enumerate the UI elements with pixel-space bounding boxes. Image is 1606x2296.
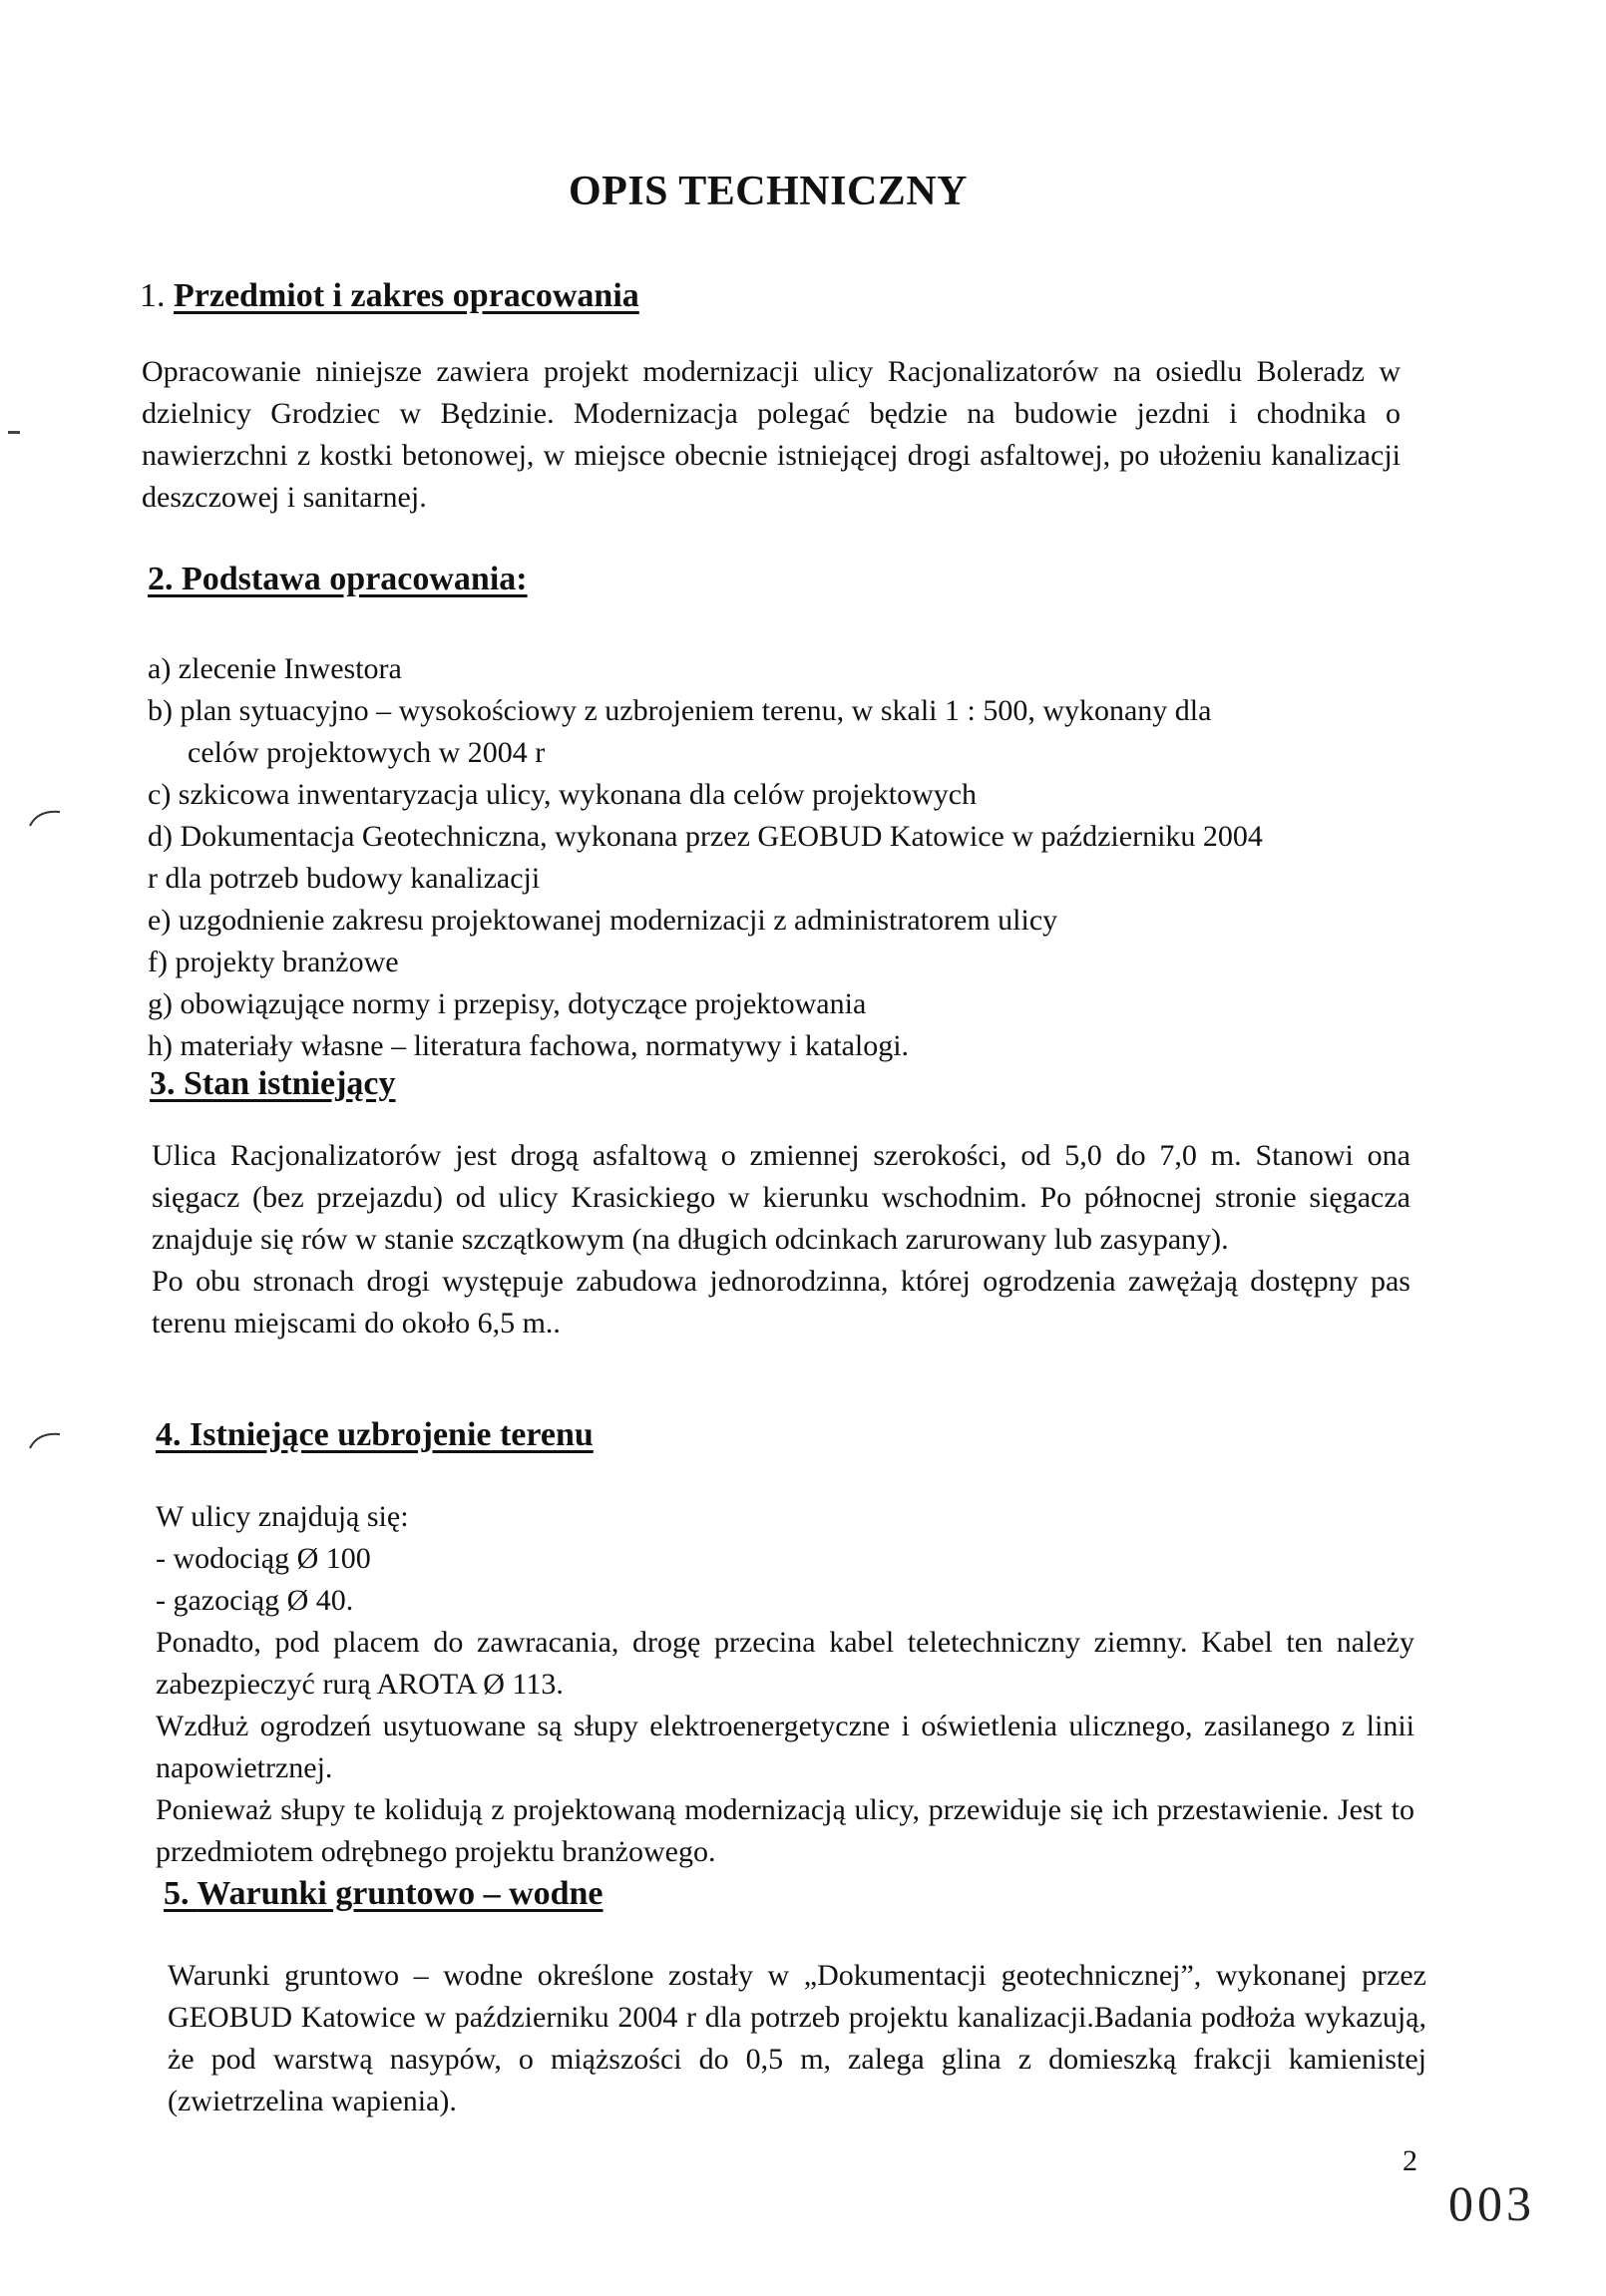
section-4-body bbox=[156, 1496, 1414, 1873]
section-1-body bbox=[142, 351, 1401, 519]
stamp-number: 003 bbox=[1448, 2175, 1535, 2231]
list-item: W ulicy znajdują się: bbox=[156, 1500, 409, 1533]
section-title: Stan istniejący bbox=[184, 1065, 396, 1102]
section-number: 1. bbox=[140, 277, 166, 314]
list-item: f) projekty branżowe bbox=[148, 946, 399, 978]
section-5-body bbox=[168, 1955, 1426, 2122]
list-item: a) zlecenie Inwestora bbox=[148, 652, 402, 685]
section-2-list bbox=[148, 648, 1406, 1067]
section-title: Przedmiot i zakres opracowania bbox=[174, 277, 639, 314]
list-item: h) materiały własne – literatura fachowa, normatywy i katalogi. bbox=[148, 1029, 910, 1062]
list-item-continuation: r dla potrzeb budowy kanalizacji bbox=[148, 862, 541, 895]
section-4-heading bbox=[156, 1416, 594, 1454]
paragraph: Wzdłuż ogrodzeń usytuowane są słupy elektroenergetyczne i oświetlenia ulicznego, zasilanego z linii napowietrznej. bbox=[156, 1710, 1414, 1784]
page-number: 2 bbox=[1403, 2144, 1417, 2177]
section-2-heading bbox=[148, 561, 528, 598]
section-number: 5. bbox=[164, 1875, 190, 1912]
list-item: - gazociąg Ø 40. bbox=[156, 1584, 354, 1617]
list-item: d) Dokumentacja Geotechniczna, wykonana przez GEOBUD Katowice w październiku 2004 bbox=[148, 820, 1263, 853]
paragraph: Warunki gruntowo – wodne określone zostały w „Dokumentacji geotechnicznej”, wykonanej przez GEOBUD Katowice w październiku 2004 r dla potrzeb projektu kanalizacji.Badania podłoża wykazują, że pod warstwą nasypów, o miąższości do 0,5 m, zalega glina z domieszką frakcji kamienistej (zwietrzelina wapienia). bbox=[168, 1959, 1426, 2117]
section-1-heading bbox=[140, 277, 639, 315]
paragraph: Ponadto, pod placem do zawracania, drogę przecina kabel teletechniczny ziemny. Kabel ten należy zabezpieczyć rurą AROTA Ø 113. bbox=[156, 1626, 1414, 1701]
margin-mark-icon bbox=[28, 1428, 64, 1452]
section-number: 4. bbox=[156, 1416, 182, 1453]
section-number: 2. bbox=[148, 561, 174, 597]
list-item: b) plan sytuacyjno – wysokościowy z uzbrojeniem terenu, w skali 1 : 500, wykonany dla bbox=[148, 694, 1212, 727]
margin-dash-icon bbox=[8, 431, 22, 437]
section-3-body bbox=[152, 1135, 1410, 1344]
list-item: c) szkicowa inwentaryzacja ulicy, wykonana dla celów projektowych bbox=[148, 778, 978, 811]
section-3-heading bbox=[150, 1065, 396, 1103]
paragraph: Ponieważ słupy te kolidują z projektowaną modernizacją ulicy, przewiduje się ich przestawienie. Jest to przedmiotem odrębnego projektu branżowego. bbox=[156, 1793, 1414, 1868]
document-title: OPIS TECHNICZNY bbox=[569, 169, 968, 214]
list-item: e) uzgodnienie zakresu projektowanej modernizacji z administratorem ulicy bbox=[148, 904, 1058, 937]
section-title: Istniejące uzbrojenie terenu bbox=[190, 1416, 594, 1453]
list-item: g) obowiązujące normy i przepisy, dotyczące projektowania bbox=[148, 987, 867, 1020]
list-item-continuation: celów projektowych w 2004 r bbox=[188, 736, 546, 769]
paragraph: Opracowanie niniejsze zawiera projekt modernizacji ulicy Racjonalizatorów na osiedlu Boleradz w dzielnicy Grodziec w Będzinie. Modernizacja polegać będzie na budowie jezdni i chodnika o nawierzchni z kostki betonowej, w miejsce obecnie istniejącej drogi asfaltowej, po ułożeniu kanalizacji deszczowej i sanitarnej. bbox=[142, 355, 1401, 514]
section-title: Warunki gruntowo – wodne bbox=[197, 1875, 603, 1912]
section-5-heading bbox=[164, 1875, 603, 1913]
section-title: Podstawa opracowania: bbox=[182, 561, 528, 597]
paragraph: Ulica Racjonalizatorów jest drogą asfaltową o zmiennej szerokości, od 5,0 do 7,0 m. Stanowi ona sięgacz (bez przejazdu) od ulicy Krasickiego w kierunku wschodnim. Po północnej stronie sięgacza znajduje się rów w stanie szczątkowym (na długich odcinkach zarurowany lub zasypany). bbox=[152, 1139, 1410, 1256]
section-number: 3. bbox=[150, 1065, 176, 1102]
margin-mark-icon bbox=[28, 806, 64, 830]
list-item: - wodociąg Ø 100 bbox=[156, 1542, 371, 1575]
paragraph: Po obu stronach drogi występuje zabudowa jednorodzinna, której ogrodzenia zawężają dostępny pas terenu miejscami do około 6,5 m.. bbox=[152, 1265, 1410, 1339]
